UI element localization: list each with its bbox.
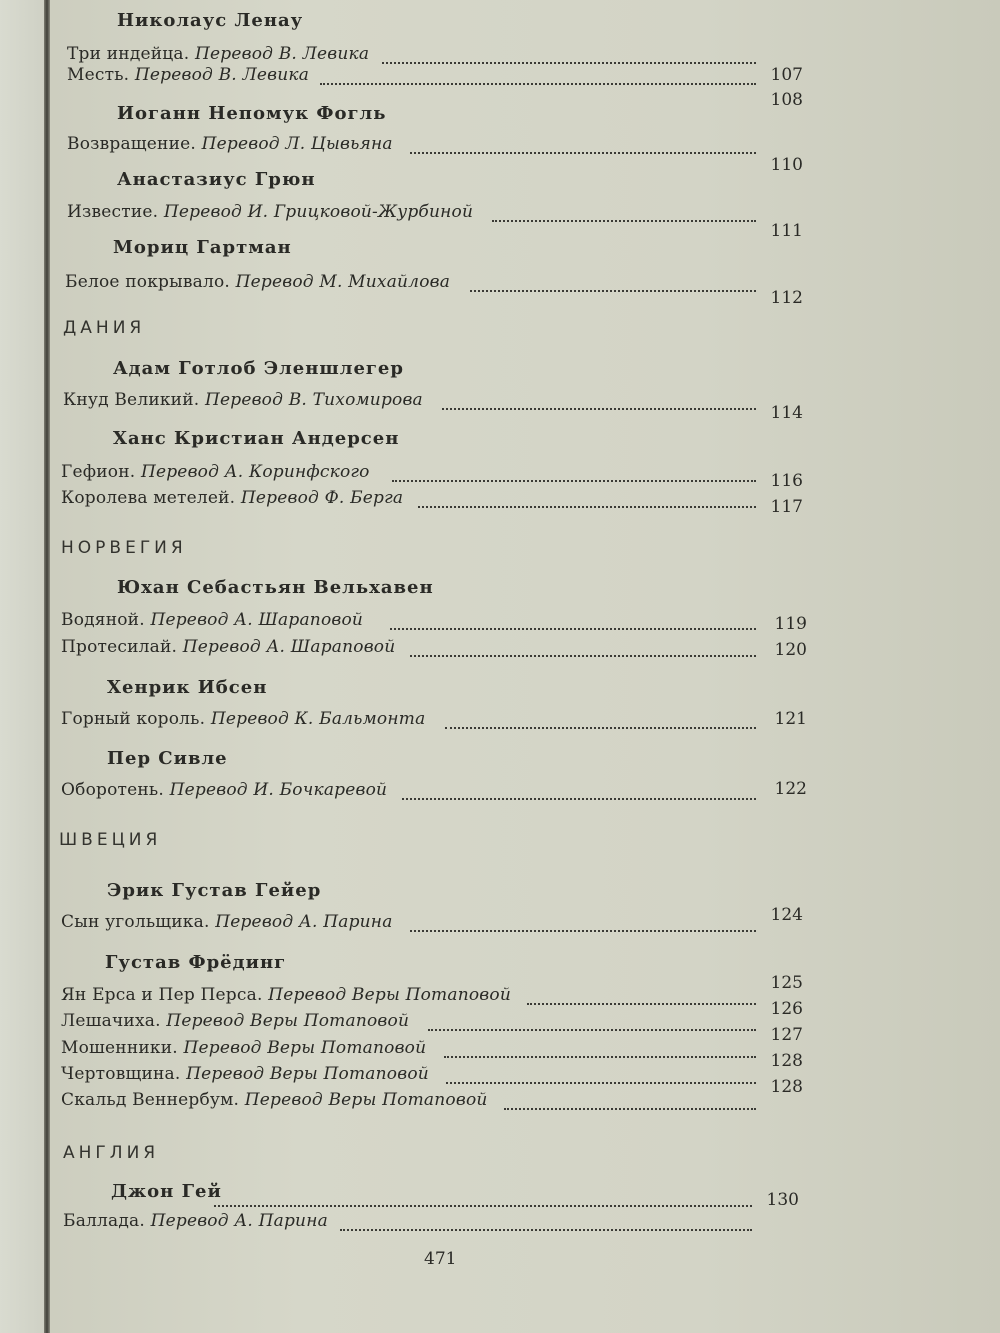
leader-dots (444, 1056, 756, 1058)
entry-title: Белое покрывало. (65, 272, 230, 292)
toc-entry (61, 709, 425, 729)
entry-translator: Перевод А. Шараповой (182, 637, 396, 657)
author-heading: Джон Гей (111, 1181, 222, 1202)
entry-title: Водяной. (61, 610, 145, 630)
toc-entry (61, 912, 393, 932)
entry-translator: Перевод А. Коринфского (140, 462, 370, 482)
entry-translator: Перевод Веры Потаповой (183, 1038, 427, 1058)
author-heading: Эрик Густав Гейер (107, 880, 322, 901)
author-heading: Хенрик Ибсен (107, 677, 268, 698)
entry-translator: Перевод В. Левика (194, 44, 370, 64)
author-heading: Адам Готлоб Эленшлегер (113, 358, 404, 379)
author-heading: Николаус Ленау (117, 10, 304, 31)
entry-translator: Перевод Веры Потаповой (166, 1011, 410, 1031)
entry-title: Сын угольщика. (61, 912, 210, 932)
entry-title: Кнуд Великий. (63, 390, 200, 410)
author-heading: Ханс Кристиан Андерсен (113, 428, 400, 449)
author-heading: Густав Фрёдинг (105, 952, 287, 973)
page-number: 110 (770, 155, 803, 175)
entry-translator: Перевод Л. Цывьяна (201, 134, 393, 154)
page-number: 107 (770, 65, 803, 85)
entry-title: Скальд Веннербум. (61, 1090, 240, 1110)
page-number: 124 (770, 905, 803, 925)
entry-title: Возвращение. (67, 134, 196, 154)
leader-dots (470, 290, 756, 292)
page-number: 128 (770, 1051, 803, 1071)
leader-dots (504, 1108, 756, 1110)
leader-dots (527, 1003, 756, 1005)
toc-entry (67, 65, 309, 85)
page-number: 111 (770, 221, 803, 241)
entry-translator: Перевод В. Тихомирова (204, 390, 423, 410)
entry-translator: Перевод Веры Потаповой (186, 1064, 429, 1084)
leader-dots (410, 655, 756, 657)
toc-entry (61, 488, 403, 508)
page-number: 120 (774, 640, 807, 660)
author-heading: Мориц Гартман (113, 237, 292, 258)
toc-entry (61, 610, 363, 630)
book-gutter (44, 0, 50, 1333)
entry-title: Баллада. (63, 1211, 145, 1231)
page-number: 122 (774, 779, 807, 799)
country-heading: НОРВЕГИЯ (61, 538, 187, 558)
page-number: 126 (770, 999, 803, 1019)
page-number: 125 (770, 973, 803, 993)
page-number: 108 (770, 90, 803, 110)
facing-page-edge (0, 0, 44, 1333)
leader-dots (418, 506, 756, 508)
country-heading: ДАНИЯ (63, 318, 146, 338)
leader-dots (410, 152, 756, 154)
leader-dots (492, 220, 756, 222)
page-number: 127 (770, 1025, 803, 1045)
entry-title: Горный король. (61, 709, 206, 729)
entry-title: Оборотень. (61, 780, 164, 800)
toc-entry (61, 462, 370, 482)
leader-dots (382, 62, 756, 64)
author-heading: Анастазиус Грюн (117, 169, 316, 190)
leader-dots (446, 1082, 756, 1084)
entry-title: Месть. (67, 65, 130, 85)
country-heading: АНГЛИЯ (63, 1143, 160, 1163)
author-heading: Иоганн Непомук Фогль (117, 103, 387, 124)
entry-title: Ян Ерса и Пер Перса. (61, 985, 263, 1005)
author-heading: Пер Сивле (107, 748, 228, 769)
toc-entry (61, 1038, 426, 1058)
leader-dots (442, 408, 756, 410)
leader-dots (392, 480, 756, 482)
entry-translator: Перевод А. Шараповой (150, 610, 364, 630)
toc-entry (61, 1090, 488, 1110)
leader-dots (340, 1229, 752, 1231)
entry-translator: Перевод М. Михайлова (235, 272, 451, 292)
entry-translator: Перевод Веры Потаповой (244, 1090, 488, 1110)
entry-translator: Перевод А. Парина (150, 1211, 328, 1231)
leader-dots (390, 628, 756, 630)
entry-title: Королева метелей. (61, 488, 236, 508)
toc-entry (61, 1011, 409, 1031)
toc-entry (61, 985, 511, 1005)
toc-entry (63, 1211, 328, 1231)
entry-translator: Перевод В. Левика (134, 65, 310, 85)
entry-title: Протесилай. (61, 637, 178, 657)
page-folio: 471 (424, 1249, 457, 1269)
page-number: 128 (770, 1077, 803, 1097)
entry-title: Три индейца. (67, 44, 190, 64)
toc-entry (61, 637, 395, 657)
toc-entry (67, 202, 473, 222)
toc-entry (67, 134, 393, 154)
toc-entry (61, 780, 387, 800)
leader-dots (428, 1029, 756, 1031)
page-number: 112 (770, 288, 803, 308)
entry-translator: Перевод А. Парина (215, 912, 393, 932)
page-number: 119 (774, 614, 807, 634)
leader-dots (445, 727, 756, 729)
author-heading: Юхан Себастьян Вельхавен (117, 577, 434, 598)
entry-title: Лешачиха. (61, 1011, 161, 1031)
entry-title: Мошенники. (61, 1038, 178, 1058)
page-number: 121 (774, 709, 807, 729)
toc-entry (61, 1064, 429, 1084)
toc-entry (67, 44, 369, 64)
entry-translator: Перевод И. Грицковой-Журбиной (163, 202, 474, 222)
leader-dots (410, 930, 756, 932)
toc-entry (63, 390, 423, 410)
leader-dots (402, 798, 756, 800)
page-number: 130 (766, 1190, 799, 1210)
leader-dots (320, 83, 756, 85)
leader-dots (214, 1205, 752, 1207)
page-number: 117 (770, 497, 803, 517)
page-number: 116 (770, 471, 803, 491)
entry-title: Известие. (67, 202, 159, 222)
country-heading: ШВЕЦИЯ (59, 830, 162, 850)
entry-translator: Перевод Ф. Берга (240, 488, 404, 508)
page-number: 114 (770, 403, 803, 423)
entry-title: Гефион. (61, 462, 136, 482)
entry-translator: Перевод И. Бочкаревой (169, 780, 388, 800)
entry-translator: Перевод К. Бальмонта (210, 709, 426, 729)
toc-entry (65, 272, 450, 292)
entry-title: Чертовщина. (61, 1064, 181, 1084)
entry-translator: Перевод Веры Потаповой (268, 985, 511, 1005)
